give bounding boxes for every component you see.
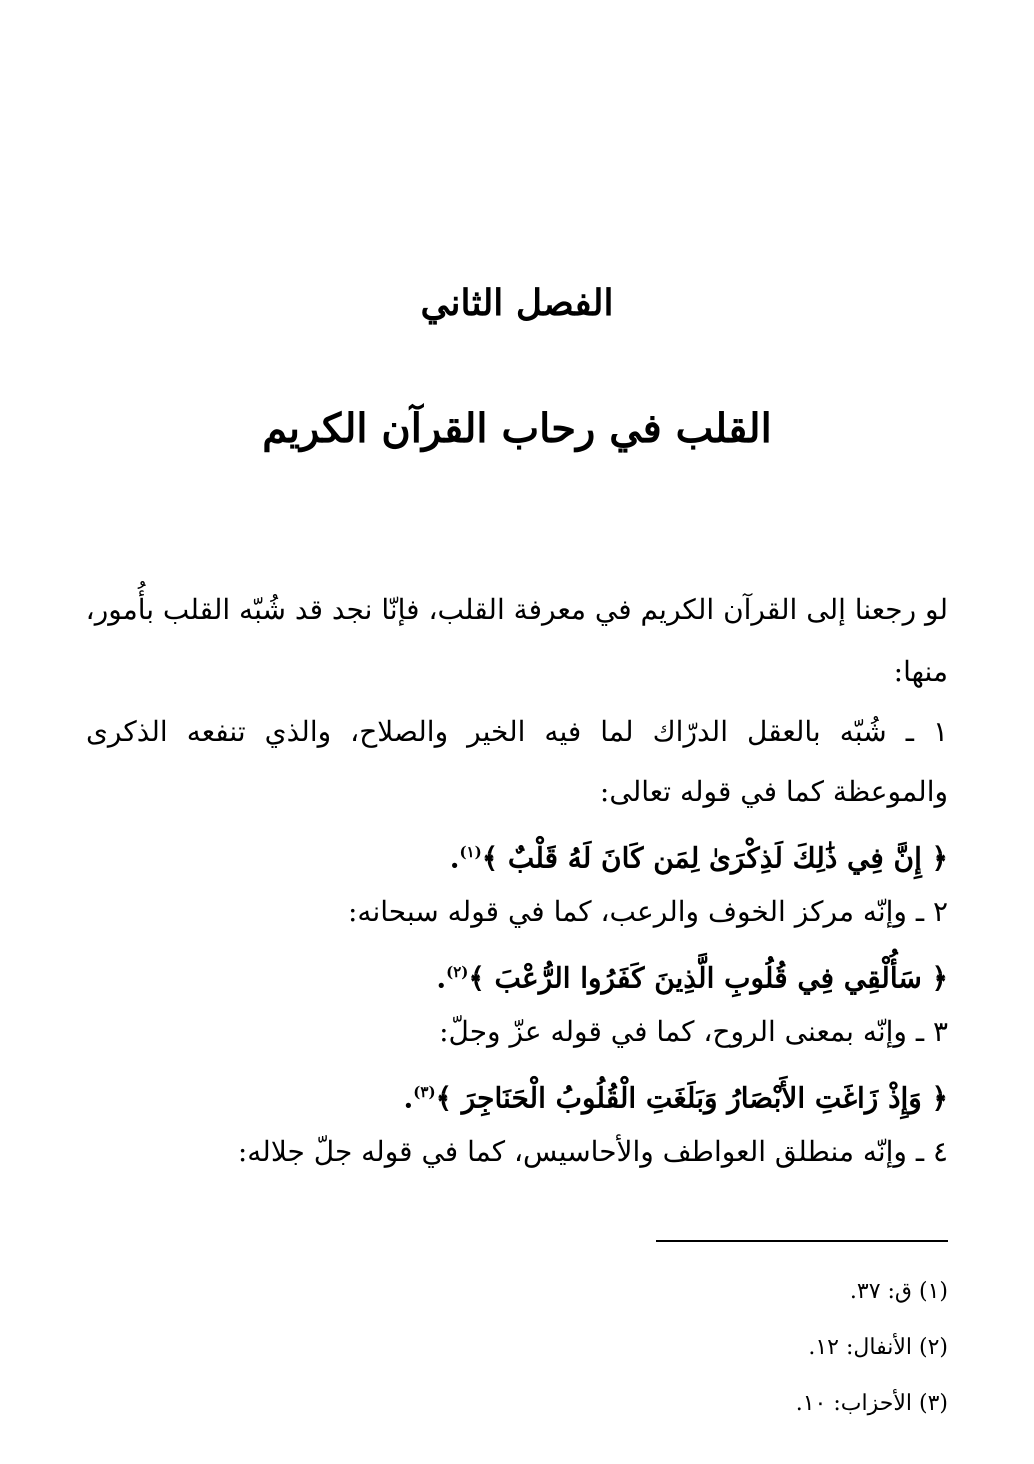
item-1-line: ١ ـ شُبّه بالعقل الدرّاك لما فيه الخير والصلاح، والذي تنفعه الذكرى [86,715,948,748]
footnote: (٢) الأنفال: ١٢. [808,1335,948,1360]
verse-period: . [449,841,460,875]
chapter-subtitle: القلب في رحاب القرآن الكريم [262,405,772,452]
footnote-ref: (٢) [446,963,469,981]
chapter-heading: الفصل الثاني [420,282,614,324]
verse-text: ﴿ وَإِذْ زَاغَتِ الأَبْصَارُ وَبَلَغَتِ الْقُلُوبُ الْحَنَاجِرَ ﴾ [435,1081,948,1115]
footnote: (٣) الأحزاب: ١٠. [795,1391,948,1416]
item-2-line: ٢ ـ وإنّه مركز الخوف والرعب، كما في قوله سبحانه: [348,895,948,928]
intro-paragraph-line: منها: [893,655,948,688]
footnote-divider [656,1240,948,1242]
footnote: (١) ق: ٣٧. [849,1279,948,1304]
intro-paragraph-line: لو رجعنا إلى القرآن الكريم في معرفة القلب، فإنّا نجد قد شُبّه القلب بأُمور، [85,593,948,626]
verse-period: . [403,1081,414,1115]
footnote-ref: (٣) [413,1083,436,1101]
quran-verse-2 [436,952,948,998]
verse-text: ﴿ إِنَّ فِي ذَٰلِكَ لَذِكْرَىٰ لِمَن كَانَ لَهُ قَلْبٌ ﴾ [481,841,948,875]
quran-verse-1 [450,832,948,878]
quran-verse-3 [404,1072,948,1118]
item-3-line: ٣ ـ وإنّه بمعنى الروح، كما في قوله عزّ وجلّ: [439,1015,948,1048]
verse-text: ﴿ سَأُلْقِي فِي قُلُوبِ الَّذِينَ كَفَرُوا الرُّعْبَ ﴾ [468,961,948,995]
verse-period: . [436,961,447,995]
footnote-ref: (١) [459,843,482,861]
item-4-line: ٤ ـ وإنّه منطلق العواطف والأحاسيس، كما في قوله جلّ جلاله: [237,1135,948,1168]
item-1-line: والموعظة كما في قوله تعالى: [599,775,948,808]
